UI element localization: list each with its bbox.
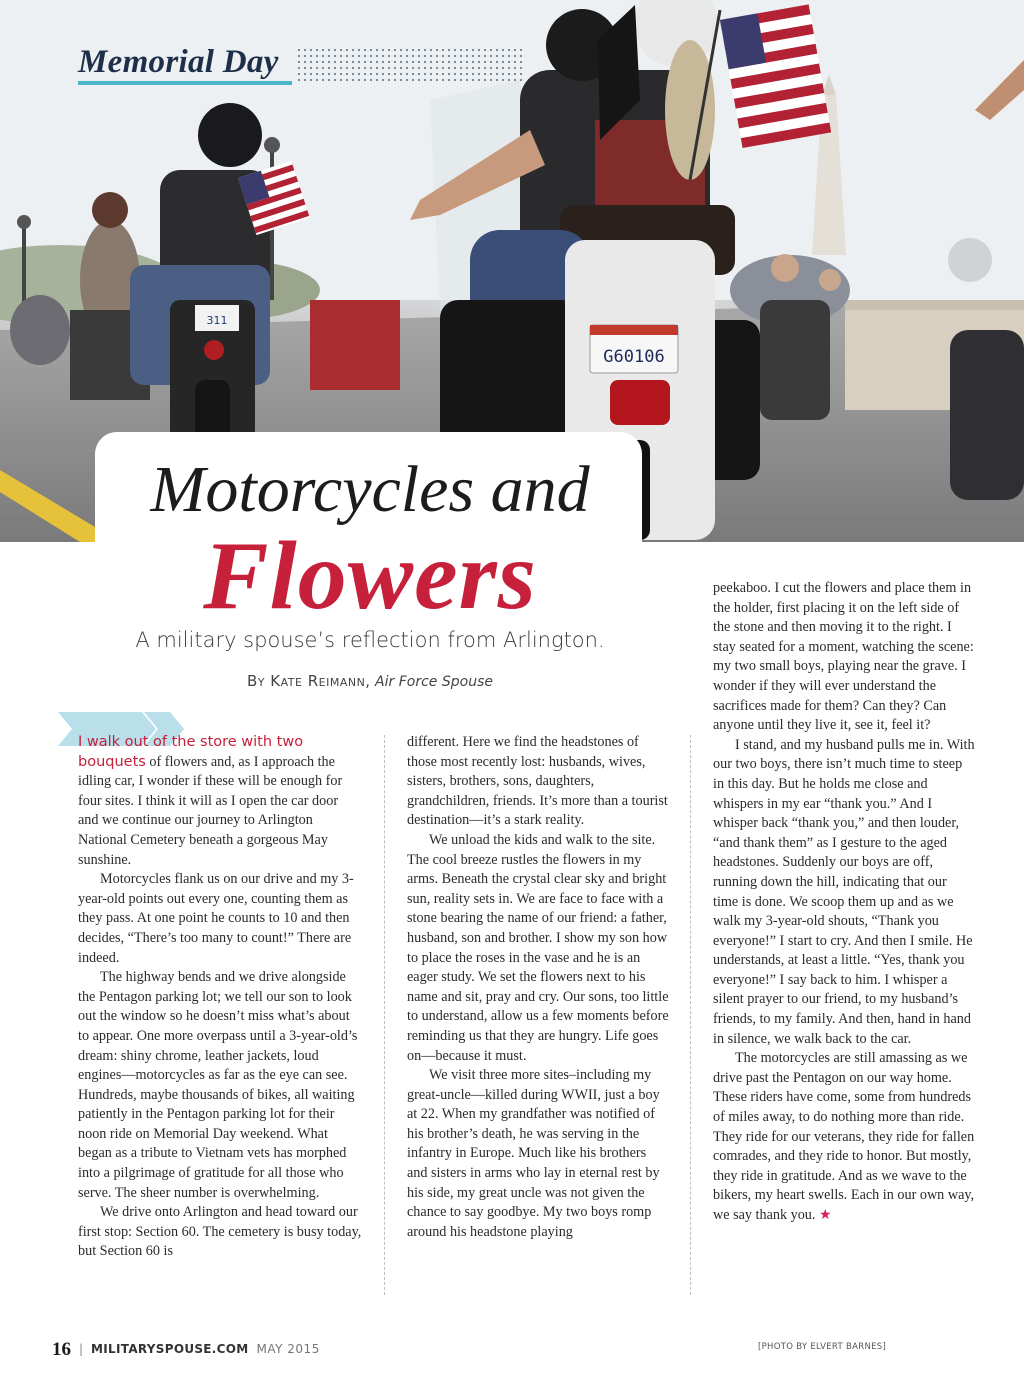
license-plate: G60106 (603, 347, 665, 367)
article-column-1 (78, 733, 362, 1262)
article-paragraph: different. Here we find the headstones of those most recently lost: husbands, wives, sisters, brothers, sons, daughters, grandchildren, friends. It’s more than a tourist destination—it’s a stark reality. (407, 734, 668, 829)
page-footer (52, 1339, 320, 1361)
article-paragraph: Motorcycles flank us on our drive and my 3-year-old points out every one, counting them as they pass. At one point he counts to 10 and then decides, “There’s too many to count!” There are indeed. (78, 871, 354, 966)
column-divider (384, 735, 385, 1295)
byline-author: By Kate Reimann, (247, 672, 371, 690)
footer-site: MILITARYSPOUSE.COM (91, 1342, 249, 1356)
article-paragraph (713, 1049, 975, 1225)
license-plate-small: 311 (206, 314, 228, 327)
article-column-2 (407, 733, 669, 1242)
byline (0, 672, 740, 690)
footer-issue: MAY 2015 (256, 1342, 320, 1356)
photo-credit: [PHOTO BY ELVERT BARNES] (758, 1342, 887, 1352)
section-label: Memorial Day (78, 44, 279, 80)
column-divider (690, 735, 691, 1295)
footer-separator: | (79, 1342, 84, 1356)
article-title-line1: Motorcycles and (150, 453, 590, 526)
article-paragraph: We unload the kids and walk to the site. The cool breeze rustles the flowers in my arms. Beneath the crystal clear sky and bright sun, reality sets in. We are face to face with a stone bearing the name of our friend: a father, husband, son and brother. I show my son how to place the roses in the vase and he is an eager study. We set the flowers next to his name and sit, pray and cry. Our sons, too little to understand, allow us a few moments before reminding us that they are hungry. Life goes on—because it must. (407, 831, 669, 1064)
lead-in: I walk out of the store with two bouquets (78, 734, 304, 770)
byline-role: Air Force Spouse (375, 674, 493, 690)
article-title-line2: Flowers (203, 522, 537, 630)
section-dots-pattern (296, 47, 526, 85)
article-paragraph: We visit three more sites–including my great-uncle—killed during WWII, just a boy at 22. When my grandfather was notified of his brother’s death, he was serving in the infantry in Europe. Much like his brothers and sisters in arms who lay in eternal rest by his side, my great uncle was not given the chance to say goodbye. My two boys romp around his headstone playing (407, 1067, 660, 1240)
article-paragraph (78, 733, 362, 870)
article-subtitle: A military spouse’s reflection from Arlington. (135, 628, 605, 652)
page-number: 16 (52, 1339, 71, 1360)
paragraph-text: of flowers and, as I approach the idling car, I wonder if these will be enough for four sites. I think it will as I open the car door and we continue our journey to Arlington National Cemetery beneath a gorgeous May sunshine. (78, 753, 343, 868)
section-underline (78, 81, 292, 85)
article-paragraph: peekaboo. I cut the flowers and place them in the holder, first placing it on the left side of the stone and then moving it to the right. I stay seated for a moment, watching the scene: my two small boys, playing near the grave. I wonder if they will ever understand the sacrifices made for them? Can they? Can anyone until they live it, see it, feel it? (713, 580, 974, 734)
article-paragraph: We drive onto Arlington and head toward our first stop: Section 60. The cemetery is busy today, but Section 60 is (78, 1204, 362, 1260)
article-paragraph: I stand, and my husband pulls me in. With our two boys, there isn’t much time to steep in this day. But he holds me close and whispers in my ear “thank you.” And I whisper back “thank you,” and then louder, “and thank them” as I gesture to the aged headstones. Suddenly our boys are off, running down the hill, indicating that our time is done. We scoop them up and as we walk my 3-year-old shouts, “Thank you everyone!” I start to cry. And then I smile. He understands, at least a little. “Yes, thank you everyone!” I say back to him. I whisper a silent prayer to our friend, to my husband’s friends, to my family. And then, hand in hand in silence, we walk back to the car. (713, 736, 975, 1047)
article-column-3 (713, 579, 975, 1226)
end-star-icon: ★ (819, 1207, 832, 1223)
paragraph-text: The motorcycles are still amassing as we drive past the Pentagon on our way home. These riders have come, some from hundreds of miles away, to do nothing more than ride. They ride for our veterans, they ride for fallen comrades, and they ride to honor. But mostly, they ride in gratitude. And as we wave to the bikers, my heart swells. Each in our own way, we say thank you. (713, 1050, 975, 1223)
article-paragraph: The highway bends and we drive alongside the Pentagon parking lot; we tell our son to look out the window so he doesn’t miss what’s about to appear. One more overpass until a 3-year-old’s dream: shiny chrome, leather jackets, loud engines—motorcycles as far as the eye can see. Hundreds, maybe thousands of bikes, all waiting patiently in the Pentagon parking lot for their noon ride on Memorial Day weekend. What began as a tribute to Vietnam vets has morphed into a pilgrimage of gratitude for all those who serve. The sheer number is overwhelming. (78, 969, 358, 1201)
